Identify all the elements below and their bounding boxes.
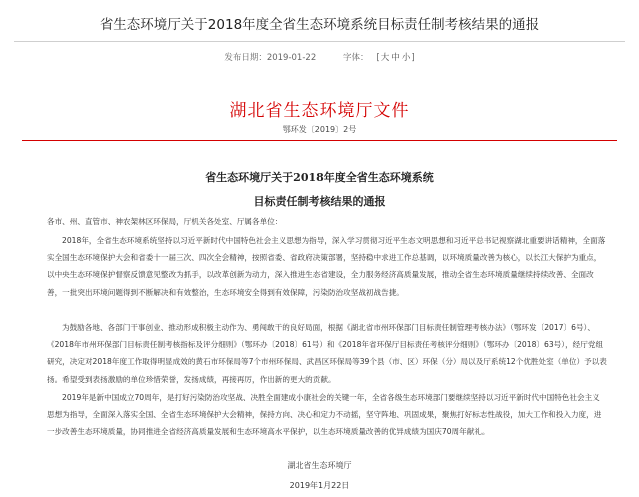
font-size-control: 字体： [大 中 小] — [342, 53, 415, 63]
signature-date: 2019年1月22日 — [289, 481, 350, 490]
font-size-label: 字体： — [342, 53, 369, 63]
document-number: 鄂环发〔2019〕2号 — [282, 125, 357, 134]
font-size-large-button[interactable]: 大 — [380, 53, 390, 63]
font-size-small-button[interactable]: 小 — [401, 53, 411, 63]
body-paragraph-3: 2019年是新中国成立70周年，是打好污染防治攻坚战、决胜全面建成小康社会的关键一年，全省各级生态环境部门要继续坚持以习近平新时代中国特色社会主义思想为指导，全面深入落实全国、全省生态环境保护大会精神，保持方向、决心和定力不动摇，坚守阵地、巩固成果，聚焦打好标志性战役，加大工作和投入力度，进一步改善生态环境质量，协同推进全省经济高质量发展和生态环境高水平保护，以生态环境质量改善的优异成绩为国庆70周年献礼。 — [47, 393, 602, 437]
salutation: 各市、州、直管市、神农架林区环保局，厅机关各处室、厅属各单位： — [47, 217, 283, 226]
article-meta — [0, 51, 639, 63]
publish-date: 发布日期：2019-01-22 — [224, 53, 317, 63]
title-divider — [14, 41, 625, 42]
notice-title-line1: 省生态环境厅关于2018年度全省生态环境系统 — [205, 171, 434, 184]
signature-org: 湖北省生态环境厅 — [287, 461, 352, 470]
notice-title-line2: 目标责任制考核结果的通报 — [253, 195, 386, 208]
body-paragraph-1: 2018年，全省生态环境系统坚持以习近平新时代中国特色社会主义思想为指导，深入学习贯彻习近平生态文明思想和习近平总书记视察湖北重要讲话精神，全面落实全国生态环境保护大会和省委十一届三次、四次全会精神，按照省委、省政府决策部署，坚持稳中求进工作总基调，以环境质量改善为核心，以长江大保护为重点，以中央生态环境保护督察反馈意见整改为抓手，以改革创新为动力，深入推进生态省建设，全力服务经济高质量发展，推动全省生态环境质量继续持续改善、全面改善，一批突出环境问题得到不断解决和有效整治，生态环境安全得到有效保障，污染防治攻坚战初战告捷。 — [47, 236, 606, 297]
body-paragraph-2: 为鼓励各地、各部门干事创业、推动形成积极主动作为、勇闯敢干的良好局面，根据《湖北省市州环保部门目标责任制管理考核办法》（鄂环发〔2017〕6号）、《2018年市州环保部门目标责任制考核指标及评分细则》（鄂环办〔2018〕61号）和《2018年省环保厅目标责任考核评分细则》（鄂环办〔2018〕63号），经厅党组研究，决定对2018年度工作取得明显成效的黄石市环保局等7个市州环保局、武昌区环保局等39个县（市、区）环保（分）局以及厅系统12个优胜处室（单位）予以表扬。希望受到表扬激励的单位珍惜荣誉，发扬成绩，再接再厉，作出新的更大的贡献。 — [47, 323, 607, 384]
page-title: 省生态环境厅关于2018年度全省生态环境系统目标责任制考核结果的通报 — [99, 17, 540, 33]
font-size-medium-button[interactable]: 中 — [391, 53, 400, 63]
red-header-title: 湖北省生态环境厅文件 — [229, 101, 410, 121]
red-header-divider — [22, 140, 617, 141]
